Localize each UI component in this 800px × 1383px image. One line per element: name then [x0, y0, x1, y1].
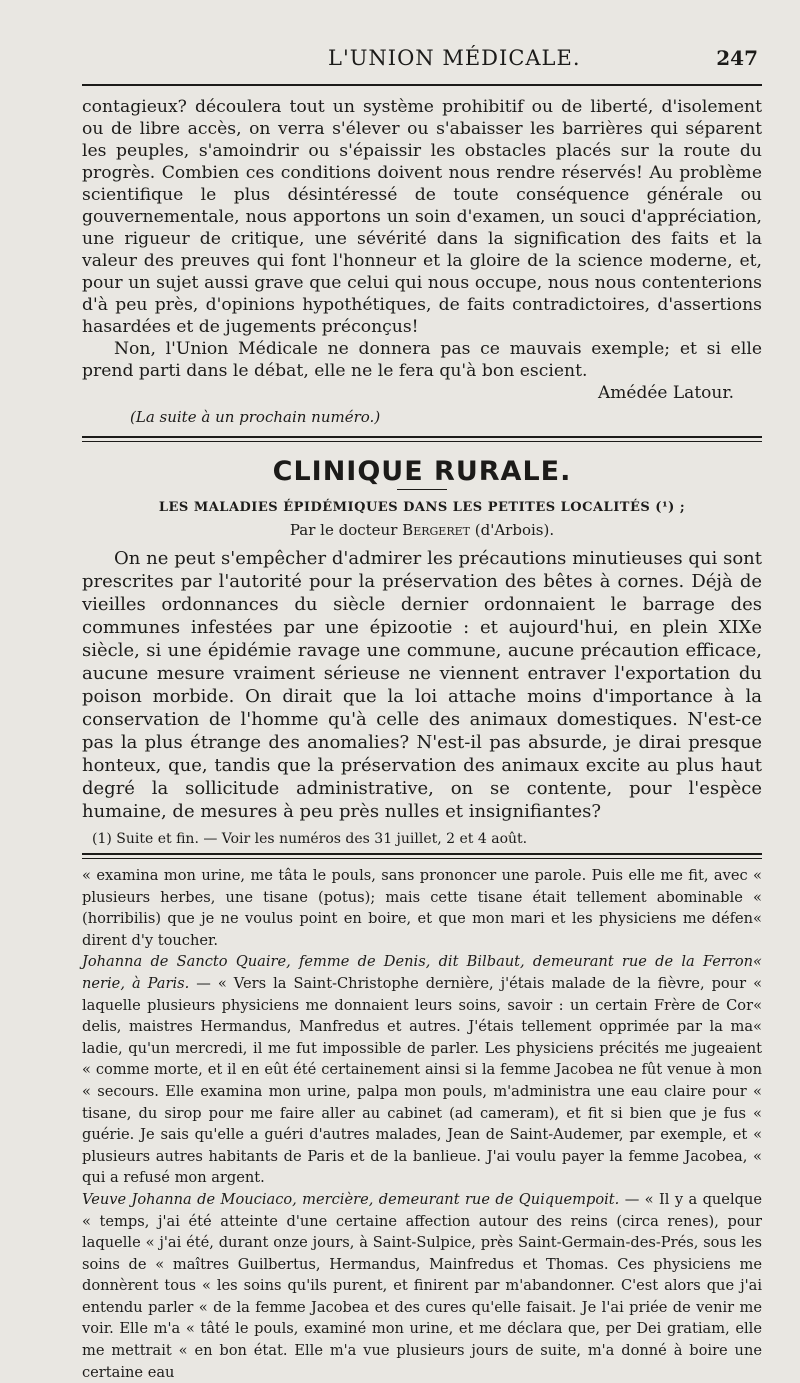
- byline-prefix: Par le docteur: [289, 521, 398, 539]
- article-title-text: LES MALADIES ÉPIDÉMIQUES DANS LES PETITES LOCALITÉS: [158, 500, 651, 515]
- testimony-entry: [82, 951, 762, 1189]
- article-title: [82, 500, 762, 515]
- testimony-block: [82, 865, 762, 1383]
- body-paragraph: contagieux? découlera tout un système prohibitif ou de liberté, d'isolement ou de libre accès, on verra s'élever ou s'abaisser les barrières qui séparent les peuples, s'amoindrir ou s'épaissir les obstacles placés sur la route du progrès. Combien ces conditions doivent nous rendre réservés! Au problème scientifique le plus désintéressé de toute conséquence générale ou gouvernementale, nous apportons un soin d'examen, un souci d'appréciation, une rigueur de critique, une sévérité dans la signification des faits et la valeur des preuves qui font l'honneur et la gloire de la science moderne, et, pour un sujet aussi grave que celui qui nous occupe, nous nous contenterions d'à peu près, d'opinions hypothétiques, de faits contradictoires, d'assertions hasardées et de jugements préconçus!: [82, 97, 762, 337]
- section-divider: [82, 436, 762, 442]
- running-title: L'UNION MÉDICALE.: [328, 46, 581, 70]
- testimony-attribution: Veuve Johanna de Mouciaco, mercière, demeurant rue de Quiquempoit.: [82, 1190, 620, 1208]
- testimony-attribution: Johanna de Sancto Quaire, femme de Denis, dit Bilbaut, demeurant rue de la Ferron« nerie, à Paris.: [82, 953, 762, 992]
- semicolon: ;: [679, 500, 686, 515]
- lead-paragraph: On ne peut s'empêcher d'admirer les précautions minutieuses qui sont prescrites par l'autorité pour la préservation des bêtes à cornes. Déjà de vieilles ordonnances du siècle dernier ordonnaient le barrage des communes infestées par une épizootie : et aujourd'hui, en plein XIXe siècle, si une épidémie ravage une commune, aucune précaution efficace, aucune mesure vraiment sérieuse ne viennent entraver l'exportation du poison morbide. On dirait que la loi attache moins d'importance à la conservation de l'homme qu'à celle des animaux domestiques. N'est-ce pas la plus étrange des anomalies? N'est-il pas absurde, je dirai presque honteux, que, tandis que la préservation des animaux excite au plus haut degré la sollicitude administrative, on se contente, pour l'espèce humaine, de mesures à peu près nulles et insignifiantes?: [82, 548, 762, 822]
- page-header: [82, 44, 762, 80]
- testimony-text: — « Il y a quelque « temps, j'ai été atteinte d'une certaine affection autour des reins (circa renes), pour laquelle « j'ai été, durant onze jours, à Saint-Sulpice, près Saint-Germain-des-Prés, sous les soins de « maîtres Guilbertus, Hermandus, Mainfredus et Thomas. Ces physiciens me donnèrent tous « les soins qu'ils purent, et finirent par m'abandonner. C'est alors que j'ai entendu parler « de la femme Jacobea et des cures qu'elle faisait. Je l'ai priée de venir me voir. Elle m'a « tâté le pouls, examiné mon urine, et me déclara que, per Dei gratiam, elle me mettrait « en bon état. Elle m'a vue plusieurs jours de suite, m'a donné à boire une certaine eau: [82, 1190, 762, 1381]
- author-place: (d'Arbois).: [474, 521, 555, 539]
- section-title: CLINIQUE RURALE.: [272, 456, 572, 487]
- author-name: Bergeret: [402, 521, 470, 539]
- continued-note: (La suite à un prochain numéro.): [130, 408, 381, 426]
- footnote: (1) Suite et fin. — Voir les numéros des 31 juillet, 2 et 4 août.: [92, 831, 528, 847]
- byline: [82, 521, 762, 539]
- testimony-text: — « Vers la Saint-Christophe dernière, j'étais malade de la fièvre, pour « laquelle plusieurs physiciens me donnaient leurs soins, savoir : un certain Frère de Cor« delis, maistres Hermandus, Manfredus et autres. J'étais tellement opprimée par la ma« ladie, qu'un mercredi, il me fut impossible de parler. Les physiciens précités me jugeaient « comme morte, et il en eût été certainement ainsi si la femme Jacobea ne fût venue à mon « secours. Elle examina mon urine, palpa mon pouls, m'administra une eau claire pour « tisane, du sirop pour me faire aller au cabinet (ad cameram), et fit si bien que je fus « guérie. Je sais qu'elle a guéri d'autres malades, Jean de Saint-Audemer, par exemple, et « plusieurs autres habitants de Paris et de la banlieue. J'ai voulu payer la femme Jacobea, « qui a refusé mon argent.: [82, 974, 762, 1187]
- footnote-ref: (¹): [655, 500, 675, 515]
- testimony-text: « examina mon urine, me tâta le pouls, sans prononcer une parole. Puis elle me fit, avec « plusieurs herbes, une tisane (potus); mais cette tisane était tellement abominable « (horribilis) que je ne voulus point en boire, et que mon mari et les physiciens me défen« dirent d'y toucher.: [82, 867, 762, 949]
- page-number: 247: [716, 46, 758, 70]
- footnote-divider: [82, 853, 762, 859]
- testimony-entry: [82, 1189, 762, 1383]
- header-rule: [82, 84, 762, 86]
- body-paragraph: Non, l'Union Médicale ne donnera pas ce mauvais exemple; et si elle prend parti dans le débat, elle ne le fera qu'à bon escient.: [82, 339, 762, 381]
- author-signature: Amédée Latour.: [598, 383, 734, 403]
- title-underline: [397, 489, 447, 490]
